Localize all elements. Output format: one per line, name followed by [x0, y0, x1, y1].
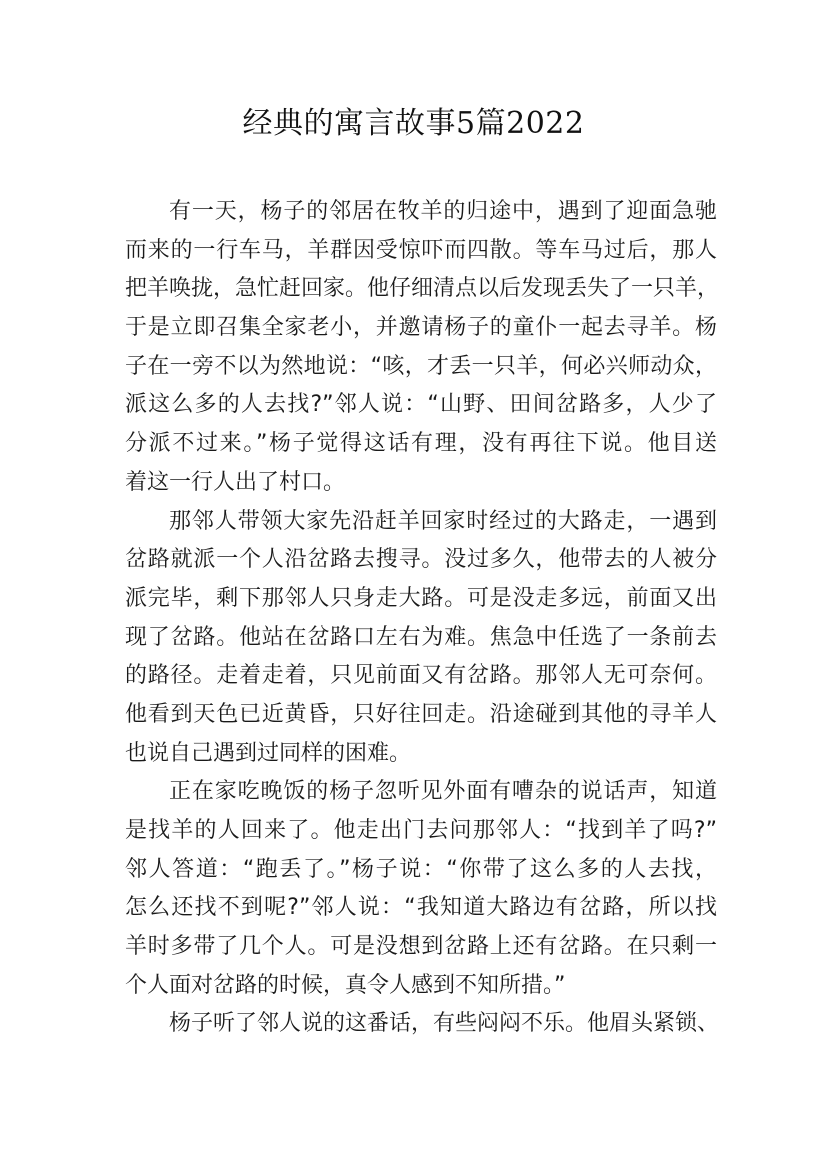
text-line: 羊时多带了几个人。可是没想到岔路上还有岔路。在只剩一: [125, 934, 717, 960]
text-line: 个人面对岔路的时候，真令人感到不知所措。”: [125, 972, 566, 998]
text-line: 着这一行人出了村口。: [125, 469, 346, 495]
text-line: 派完毕，剩下那邻人只身走大路。可是没走多远，前面又出: [125, 585, 717, 611]
text-line: 他看到天色已近黄昏，只好往回走。沿途碰到其他的寻羊人: [125, 701, 717, 727]
text-line: 子在一旁不以为然地说：“咳，才丢一只羊，何必兴师动众，: [125, 353, 717, 379]
text-line: 正在家吃晚饭的杨子忽听见外面有嘈杂的说话声，知道: [169, 779, 717, 805]
text-line: 的路径。走着走着，只见前面又有岔路。那邻人无可奈何。: [125, 663, 717, 689]
text-line: 于是立即召集全家老小，并邀请杨子的童仆一起去寻羊。杨: [125, 315, 717, 341]
text-line: 是找羊的人回来了。他走出门去问那邻人：“找到羊了吗?”: [125, 818, 717, 843]
text-line: 分派不过来。”杨子觉得这话有理，没有再往下说。他目送: [125, 431, 717, 457]
text-line: 邻人答道：“跑丢了。”杨子说：“你带了这么多的人去找，: [125, 856, 717, 882]
text-line: 杨子听了邻人说的这番话，有些闷闷不乐。他眉头紧锁、: [169, 1011, 720, 1037]
text-line: 现了岔路。他站在岔路口左右为难。焦急中任选了一条前去: [125, 624, 717, 650]
text-line: 那邻人带领大家先沿赶羊回家时经过的大路走，一遇到: [169, 508, 717, 534]
text-line: 怎么还找不到呢?”邻人说：“我知道大路边有岔路，所以找: [125, 895, 717, 921]
text-line: 把羊唤拢，急忙赶回家。他仔细清点以后发现丢失了一只羊，: [125, 276, 720, 302]
text-line: 派这么多的人去找?”邻人说：“山野、田间岔路多，人少了: [125, 392, 717, 418]
text-line: 岔路就派一个人沿岔路去搜寻。没过多久，他带去的人被分: [125, 547, 717, 573]
text-line: 有一天，杨子的邻居在牧羊的归途中，遇到了迎面急驰: [169, 199, 717, 224]
story-body: [125, 193, 720, 1044]
text-line: 而来的一行车马，羊群因受惊吓而四散。等车马过后，那人: [125, 237, 717, 263]
text-line: 也说自己遇到过同样的困难。: [125, 740, 412, 766]
document-title: 经典的寓言故事5篇2022: [242, 106, 585, 141]
